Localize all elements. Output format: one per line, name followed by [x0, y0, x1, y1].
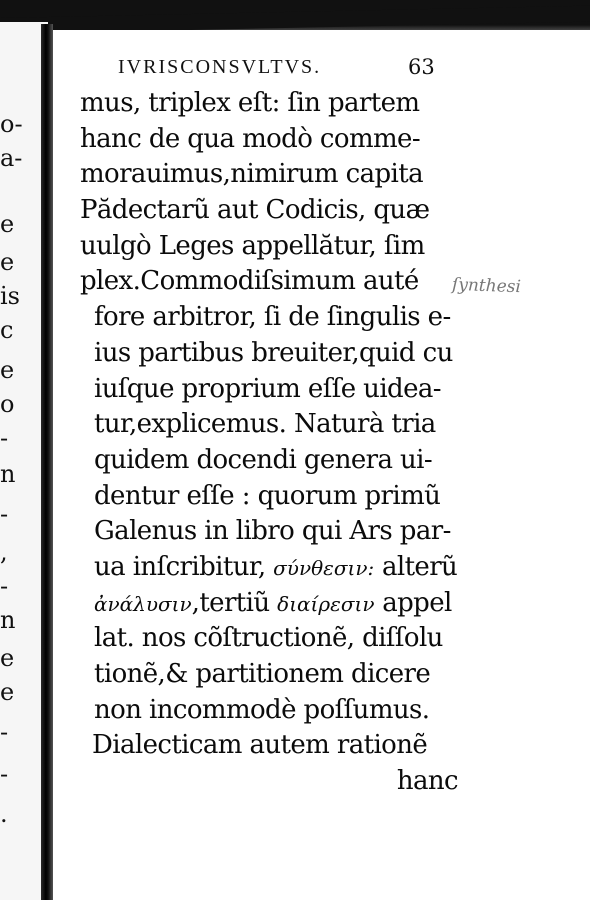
text-line: morauimus,nimirum capita	[80, 159, 423, 190]
book-top-edge	[0, 0, 590, 32]
left-fragment: is	[0, 284, 20, 308]
text-line: non incommodè poſſumus.	[94, 694, 430, 725]
text-line: dentur eſſe : quorum primũ	[94, 480, 441, 511]
left-fragment: e	[0, 358, 15, 382]
left-fragment: -	[0, 762, 9, 786]
left-fragment: e	[0, 212, 15, 236]
text-line: tur,explicemus. Naturà tria	[94, 409, 436, 440]
left-fragment: ,	[0, 540, 8, 564]
text-line: fore arbitror, ſi de ſingulis e-	[94, 302, 451, 333]
page-number: 63	[408, 55, 435, 79]
text-line: lat. nos cõſtructionẽ, diſſolu	[94, 623, 443, 654]
book-gutter	[41, 24, 53, 900]
running-head: IVRISCONSVLTVS.	[118, 56, 322, 78]
text-run: alterũ	[374, 551, 458, 582]
left-fragment: -	[0, 574, 9, 598]
greek-word: διαίρεσιν	[277, 591, 375, 616]
text-line: uulgò Leges appellătur, ſim	[80, 230, 425, 261]
text-line: tionẽ,& partitionem dicere	[94, 659, 431, 689]
greek-word: ἀνάλυσιν	[94, 591, 192, 616]
text-line-greek	[80, 586, 460, 622]
left-fragment: o	[0, 392, 15, 416]
left-fragment: e	[0, 680, 15, 704]
left-fragment: e	[0, 646, 15, 670]
text-line: quidem docendi genera ui-	[94, 444, 433, 475]
catchword: hanc	[396, 766, 458, 797]
text-line: mus, triplex eſt: ſin partem	[80, 88, 420, 118]
text-line: Pădectarũ aut Codicis, quæ	[80, 195, 430, 226]
text-run: appel	[374, 587, 452, 618]
text-line: ius partibus breuiter,quid cu	[94, 337, 453, 368]
text-line: Galenus in libro qui Ars par-	[94, 516, 451, 547]
left-fragment: a-	[0, 146, 23, 170]
left-fragment: n	[0, 608, 16, 632]
text-run: ua inſcribitur,	[94, 551, 274, 582]
body-text	[80, 86, 460, 800]
left-fragment: c	[0, 318, 14, 342]
text-line: Dialecticam autem rationẽ	[92, 730, 428, 761]
left-fragment: n	[0, 462, 16, 486]
left-fragment: o-	[0, 112, 23, 136]
left-fragment: .	[0, 802, 8, 826]
text-line: iuſque proprium eſſe uidea-	[94, 373, 441, 404]
left-fragment: -	[0, 502, 9, 526]
left-page-fragments	[0, 0, 40, 900]
left-fragment: e	[0, 250, 15, 274]
left-fragment: -	[0, 720, 9, 744]
text-line-greek	[80, 550, 460, 586]
greek-word: σύνθεσιν:	[273, 555, 375, 580]
text-line: hanc de qua modò comme-	[80, 123, 421, 154]
left-fragment: -	[0, 426, 9, 450]
text-line: plex.Commodiſsimum auté	[80, 266, 419, 297]
text-run: ,tertiũ	[191, 587, 278, 618]
handwritten-margin-note: ſynthesi	[451, 274, 522, 298]
